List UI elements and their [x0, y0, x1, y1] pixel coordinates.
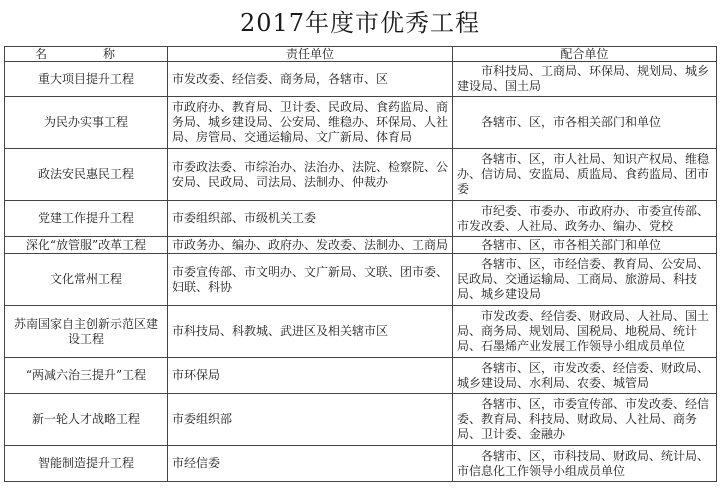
responsible-units: 市委政法委、市综治办、法治办、法院、检察院、公安局、民政局、司法局、法制办、仲裁办: [168, 149, 453, 201]
project-name: 政法安民惠民工程: [5, 149, 168, 201]
table-header-row: [5, 47, 717, 62]
cooperating-units: 各辖市、区，市发改委、经信委、财政局、城乡建设局、水利局、农委、城管局: [453, 358, 717, 394]
cooperating-units: 各辖市、区，市各相关部门和单位: [453, 237, 717, 254]
cooperating-units: 市发改委、经信委、财政局、人社局、国土局、商务局、规划局、国税局、地税局、统计局、石墨烯产业发展工作领导小组成员单位: [453, 306, 717, 358]
cooperating-units: 市纪委、市委办、市政府办、市委宣传部、市发改委、人社局、政务办、编办、党校: [453, 201, 717, 237]
project-name: 文化常州工程: [5, 254, 168, 306]
header-name: 名 称: [5, 47, 168, 62]
table-row: [5, 237, 717, 254]
project-name: 党建工作提升工程: [5, 201, 168, 237]
project-name: 为民办实事工程: [5, 97, 168, 149]
document-title: 2017年度市优秀工程: [239, 9, 481, 37]
cooperating-units: 各辖市、区，市各相关部门和单位: [453, 97, 717, 149]
project-name: 苏南国家自主创新示范区建设工程: [5, 306, 168, 358]
project-name: 重大项目提升工程: [5, 62, 168, 97]
responsible-units: 市经信委: [168, 446, 453, 482]
responsible-units: 市委组织部: [168, 394, 453, 446]
table-row: [5, 358, 717, 394]
projects-table: [4, 46, 717, 482]
table-row: [5, 394, 717, 446]
table-row: [5, 446, 717, 482]
table-row: [5, 201, 717, 237]
cooperating-units: 市科技局、工商局、环保局、规划局、城乡建设局、国土局: [453, 62, 717, 97]
project-name: 深化“放管服”改革工程: [5, 237, 168, 254]
responsible-units: 市发改委、经信委、商务局，各辖市、区: [168, 62, 453, 97]
responsible-units: 市委组织部、市级机关工委: [168, 201, 453, 237]
cooperating-units: 各辖市、区，市经信委、教育局、公安局、民政局、交通运输局、工商局、旅游局、科技局、城乡建设局: [453, 254, 717, 306]
header-cooperating: 配合单位: [453, 47, 717, 62]
table-row: [5, 62, 717, 97]
responsible-units: 市环保局: [168, 358, 453, 394]
cooperating-units: 各辖市、区，市科技局、财政局、统计局、市信息化工作领导小组成员单位: [453, 446, 717, 482]
responsible-units: 市委宣传部、市文明办、文广新局、文联、团市委、妇联、科协: [168, 254, 453, 306]
header-responsible: 责任单位: [168, 47, 453, 62]
responsible-units: 市政务办、编办、政府办、发改委、法制办、工商局: [168, 237, 453, 254]
cooperating-units: 各辖市、区，市委宣传部、市发改委、经信委、教育局、科技局、财政局、人社局、商务局、卫计委、金融办: [453, 394, 717, 446]
project-name: 新一轮人才战略工程: [5, 394, 168, 446]
responsible-units: 市科技局、科教城、武进区及相关辖市区: [168, 306, 453, 358]
responsible-units: 市政府办、教育局、卫计委、民政局、食药监局、商务局、城乡建设局、公安局、维稳办、环保局、人社局、房管局、交通运输局、文广新局、体育局: [168, 97, 453, 149]
project-name: “两减六治三提升”工程: [5, 358, 168, 394]
cooperating-units: 各辖市、区，市人社局、知识产权局、维稳办、信访局、安监局、质监局、食药监局、团市委: [453, 149, 717, 201]
table-row: [5, 97, 717, 149]
project-name: 智能制造提升工程: [5, 446, 168, 482]
table-row: [5, 149, 717, 201]
table-row: [5, 254, 717, 306]
table-row: [5, 306, 717, 358]
